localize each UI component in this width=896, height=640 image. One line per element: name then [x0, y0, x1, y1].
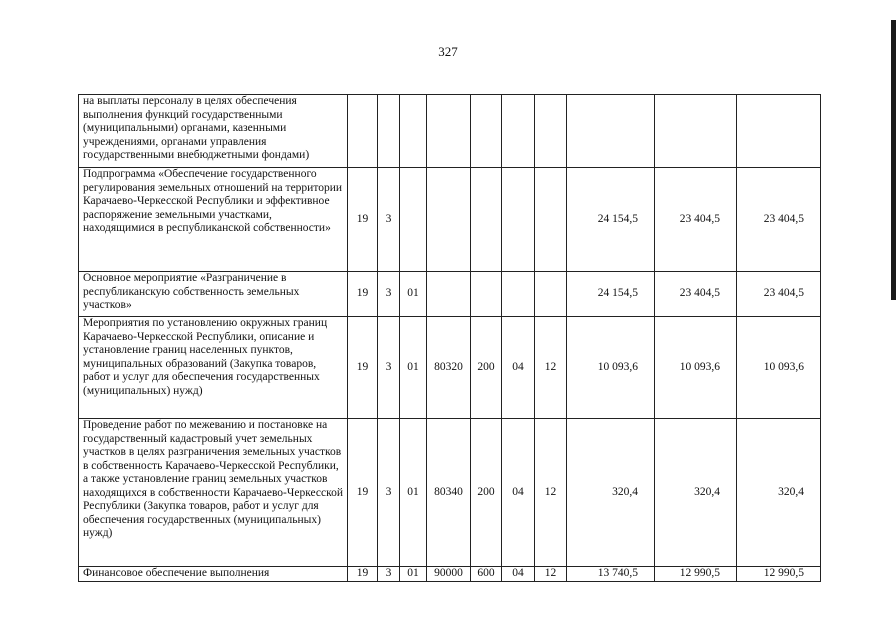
cell-pp: 3 [378, 168, 400, 272]
row-description: Подпрограмма «Обеспечение государственного регулирования земельных отношений на территории Карачаево-Черкесской Республики и эффективное распоряжение земельными участками, находящимися в республиканской собственности» [79, 168, 348, 272]
cell-amount-year1: 24 154,5 [567, 168, 655, 272]
budget-table [78, 94, 821, 582]
cell-expense-type: 600 [471, 567, 502, 582]
scan-edge-bar [891, 20, 896, 300]
cell-om: 01 [400, 567, 427, 582]
cell-amount-year2 [655, 95, 737, 168]
row-description: на выплаты персоналу в целях обеспечения выполнения функций государственными (муниципальными) органами, казенными учреждениями, органами управления государственными внебюджетными фондами) [79, 95, 348, 168]
table-row [79, 317, 821, 419]
cell-amount-year3 [737, 95, 821, 168]
cell-subsection: 12 [535, 567, 567, 582]
table-row [79, 272, 821, 317]
cell-pp: 3 [378, 567, 400, 582]
cell-section [502, 168, 535, 272]
cell-pp: 3 [378, 419, 400, 567]
cell-amount-year3: 23 404,5 [737, 168, 821, 272]
cell-expense-type: 200 [471, 419, 502, 567]
cell-direction [427, 95, 471, 168]
cell-section: 04 [502, 419, 535, 567]
cell-gp: 19 [348, 419, 378, 567]
cell-direction: 80340 [427, 419, 471, 567]
row-description: Основное мероприятие «Разграничение в республиканскую собственность земельных участков» [79, 272, 348, 317]
cell-section: 04 [502, 317, 535, 419]
cell-pp [378, 95, 400, 168]
table-row [79, 168, 821, 272]
cell-gp: 19 [348, 317, 378, 419]
row-description: Мероприятия по установлению окружных границ Карачаево-Черкесской Республики, описание и установление границ населенных пунктов, муниципальных образований (Закупка товаров, работ и услуг для обеспечения государственных (муниципальных) нужд) [79, 317, 348, 419]
cell-amount-year3: 12 990,5 [737, 567, 821, 582]
table-row [79, 419, 821, 567]
cell-expense-type [471, 272, 502, 317]
cell-direction [427, 168, 471, 272]
cell-gp: 19 [348, 272, 378, 317]
cell-om: 01 [400, 419, 427, 567]
cell-subsection [535, 272, 567, 317]
cell-amount-year1: 320,4 [567, 419, 655, 567]
row-description: Финансовое обеспечение выполнения [79, 567, 348, 582]
row-description: Проведение работ по межеванию и постановке на государственный кадастровый учет земельных участков в целях разграничения земельных участков в собственность Карачаево-Черкесской Республики, а также установление границ земельных участков находящихся в собственности Карачаево-Черкесской Республики (Закупка товаров, работ и услуг для обеспечения государственных (муниципальных) нужд) [79, 419, 348, 567]
cell-subsection: 12 [535, 317, 567, 419]
cell-direction [427, 272, 471, 317]
cell-pp: 3 [378, 317, 400, 419]
cell-direction: 90000 [427, 567, 471, 582]
cell-om: 01 [400, 272, 427, 317]
cell-om [400, 95, 427, 168]
cell-amount-year1: 24 154,5 [567, 272, 655, 317]
cell-amount-year2: 10 093,6 [655, 317, 737, 419]
cell-amount-year1: 13 740,5 [567, 567, 655, 582]
cell-expense-type: 200 [471, 317, 502, 419]
cell-gp: 19 [348, 567, 378, 582]
cell-section [502, 272, 535, 317]
cell-expense-type [471, 95, 502, 168]
cell-section [502, 95, 535, 168]
page-number: 327 [438, 44, 458, 59]
cell-om [400, 168, 427, 272]
cell-om: 01 [400, 317, 427, 419]
cell-subsection [535, 168, 567, 272]
cell-amount-year3: 23 404,5 [737, 272, 821, 317]
cell-subsection [535, 95, 567, 168]
cell-pp: 3 [378, 272, 400, 317]
cell-amount-year2: 23 404,5 [655, 168, 737, 272]
cell-amount-year2: 23 404,5 [655, 272, 737, 317]
cell-amount-year3: 320,4 [737, 419, 821, 567]
cell-amount-year2: 12 990,5 [655, 567, 737, 582]
cell-expense-type [471, 168, 502, 272]
cell-direction: 80320 [427, 317, 471, 419]
cell-section: 04 [502, 567, 535, 582]
table-row [79, 95, 821, 168]
table-row [79, 567, 821, 582]
cell-amount-year3: 10 093,6 [737, 317, 821, 419]
cell-gp: 19 [348, 168, 378, 272]
cell-subsection: 12 [535, 419, 567, 567]
cell-gp [348, 95, 378, 168]
cell-amount-year2: 320,4 [655, 419, 737, 567]
cell-amount-year1: 10 093,6 [567, 317, 655, 419]
cell-amount-year1 [567, 95, 655, 168]
